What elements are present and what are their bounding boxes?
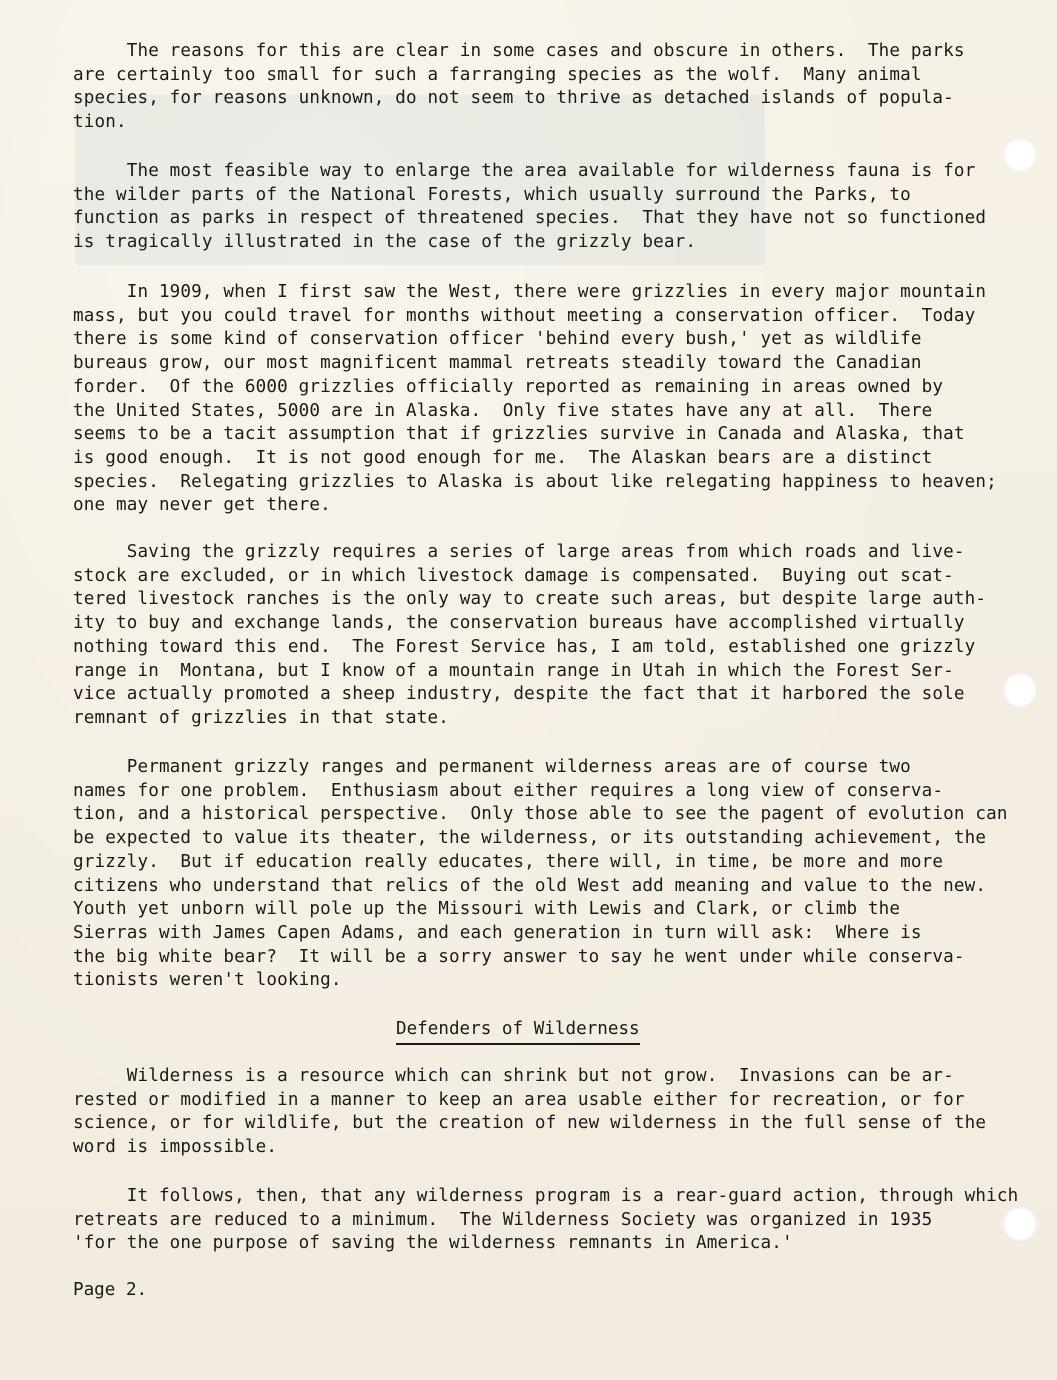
text-line: is good enough. It is not good enough for me. The Alaskan bears are a distinct: [73, 447, 933, 468]
text-line: grizzly. But if education really educates, there will, in time, be more and more: [73, 851, 944, 872]
paragraph-national-forests: [73, 160, 987, 255]
text-line: species. Relegating grizzlies to Alaska is about like relegating happiness to heaven;: [73, 471, 997, 492]
text-line: word is impossible.: [73, 1137, 278, 1158]
text-line: Saving the grizzly requires a series of large areas from which roads and live-: [73, 542, 965, 562]
text-line: bureaus grow, our most magnificent mammal retreats steadily toward the Canadian: [73, 353, 922, 374]
text-line: stock are excluded, or in which livestock damage is compensated. Buying out scat-: [73, 565, 954, 586]
page-number: Page 2.: [73, 1280, 148, 1300]
text-line: there is some kind of conservation officer 'behind every bush,' yet as wildlife: [73, 329, 922, 350]
text-line: function as parks in respect of threatened species. That they have not so functioned: [73, 208, 987, 229]
paragraph-parks-reasons: [73, 40, 983, 135]
text-line: retreats are reduced to a minimum. The Wilderness Society was organized in 1935: [73, 1209, 933, 1230]
text-line: nothing toward this end. The Forest Service has, I am told, established one grizzly: [73, 636, 976, 657]
text-line: The most feasible way to enlarge the area available for wilderness fauna is for: [73, 161, 976, 181]
punch-hole-bottom: [1003, 1207, 1037, 1241]
paragraph-saving-grizzly: [73, 541, 987, 731]
text-line: ity to buy and exchange lands, the conservation bureaus have accomplished virtually: [73, 613, 965, 634]
text-line: vice actually promoted a sheep industry, despite the fact that it harbored the sole: [73, 684, 965, 705]
text-line: are certainly too small for such a farranging species as the wolf. Many animal: [73, 64, 922, 85]
text-line: 'for the one purpose of saving the wilderness remnants in America.': [73, 1233, 793, 1254]
punch-hole-top: [1003, 138, 1037, 172]
text-line: remnant of grizzlies in that state.: [73, 707, 449, 728]
text-line: Youth yet unborn will pole up the Missouri with Lewis and Clark, or climb the: [73, 899, 901, 920]
text-line: forder. Of the 6000 grizzlies officially reported as remaining in areas owned by: [73, 376, 944, 397]
text-line: The reasons for this are clear in some cases and obscure in others. The parks: [73, 41, 965, 61]
text-line: tionists weren't looking.: [73, 970, 342, 991]
text-line: range in Montana, but I know of a mountain range in Utah in which the Forest Ser-: [73, 660, 954, 681]
text-line: Sierras with James Capen Adams, and each generation in turn will ask: Where is: [73, 922, 922, 943]
text-line: It follows, then, that any wilderness program is a rear-guard action, through which: [73, 1186, 1019, 1206]
text-line: be expected to value its theater, the wilderness, or its outstanding achievement, the: [73, 828, 987, 849]
text-line: the United States, 5000 are in Alaska. Only five states have any at all. There: [73, 400, 933, 421]
paragraph-permanent-ranges: [73, 756, 1008, 993]
text-line: is tragically illustrated in the case of the grizzly bear.: [73, 232, 697, 253]
text-line: names for one problem. Enthusiasm about either requires a long view of conserva-: [73, 780, 944, 801]
text-line: species, for reasons unknown, do not seem to thrive as detached islands of popula-: [73, 88, 954, 109]
text-line: tered livestock ranches is the only way to create such areas, but despite large auth-: [73, 589, 987, 610]
paragraph-grizzlies-1909: [73, 281, 997, 518]
section-heading: Defenders of Wilderness: [396, 1017, 640, 1045]
text-line: tion.: [73, 112, 127, 133]
text-line: In 1909, when I first saw the West, there were grizzlies in every major mountain: [73, 282, 987, 302]
text-line: Permanent grizzly ranges and permanent wilderness areas are of course two: [73, 757, 911, 777]
text-line: citizens who understand that relics of the old West add meaning and value to the new.: [73, 875, 987, 896]
text-line: tion, and a historical perspective. Only those able to see the pagent of evolution can: [73, 804, 1008, 825]
text-line: the big white bear? It will be a sorry answer to say he went under while conserva-: [73, 946, 965, 967]
paragraph-wilderness-resource: [73, 1065, 987, 1160]
paragraph-rear-guard: [73, 1185, 1019, 1256]
text-line: seems to be a tacit assumption that if grizzlies survive in Canada and Alaska, that: [73, 424, 965, 445]
text-line: the wilder parts of the National Forests, which usually surround the Parks, to: [73, 184, 911, 205]
text-line: one may never get there.: [73, 495, 331, 516]
punch-hole-middle: [1003, 673, 1037, 707]
text-line: science, or for wildlife, but the creation of new wilderness in the full sense of the: [73, 1113, 987, 1134]
text-line: Wilderness is a resource which can shrink but not grow. Invasions can be ar-: [73, 1066, 954, 1086]
text-line: mass, but you could travel for months without meeting a conservation officer. Today: [73, 305, 976, 326]
text-line: rested or modified in a manner to keep an area usable either for recreation, or for: [73, 1089, 965, 1110]
